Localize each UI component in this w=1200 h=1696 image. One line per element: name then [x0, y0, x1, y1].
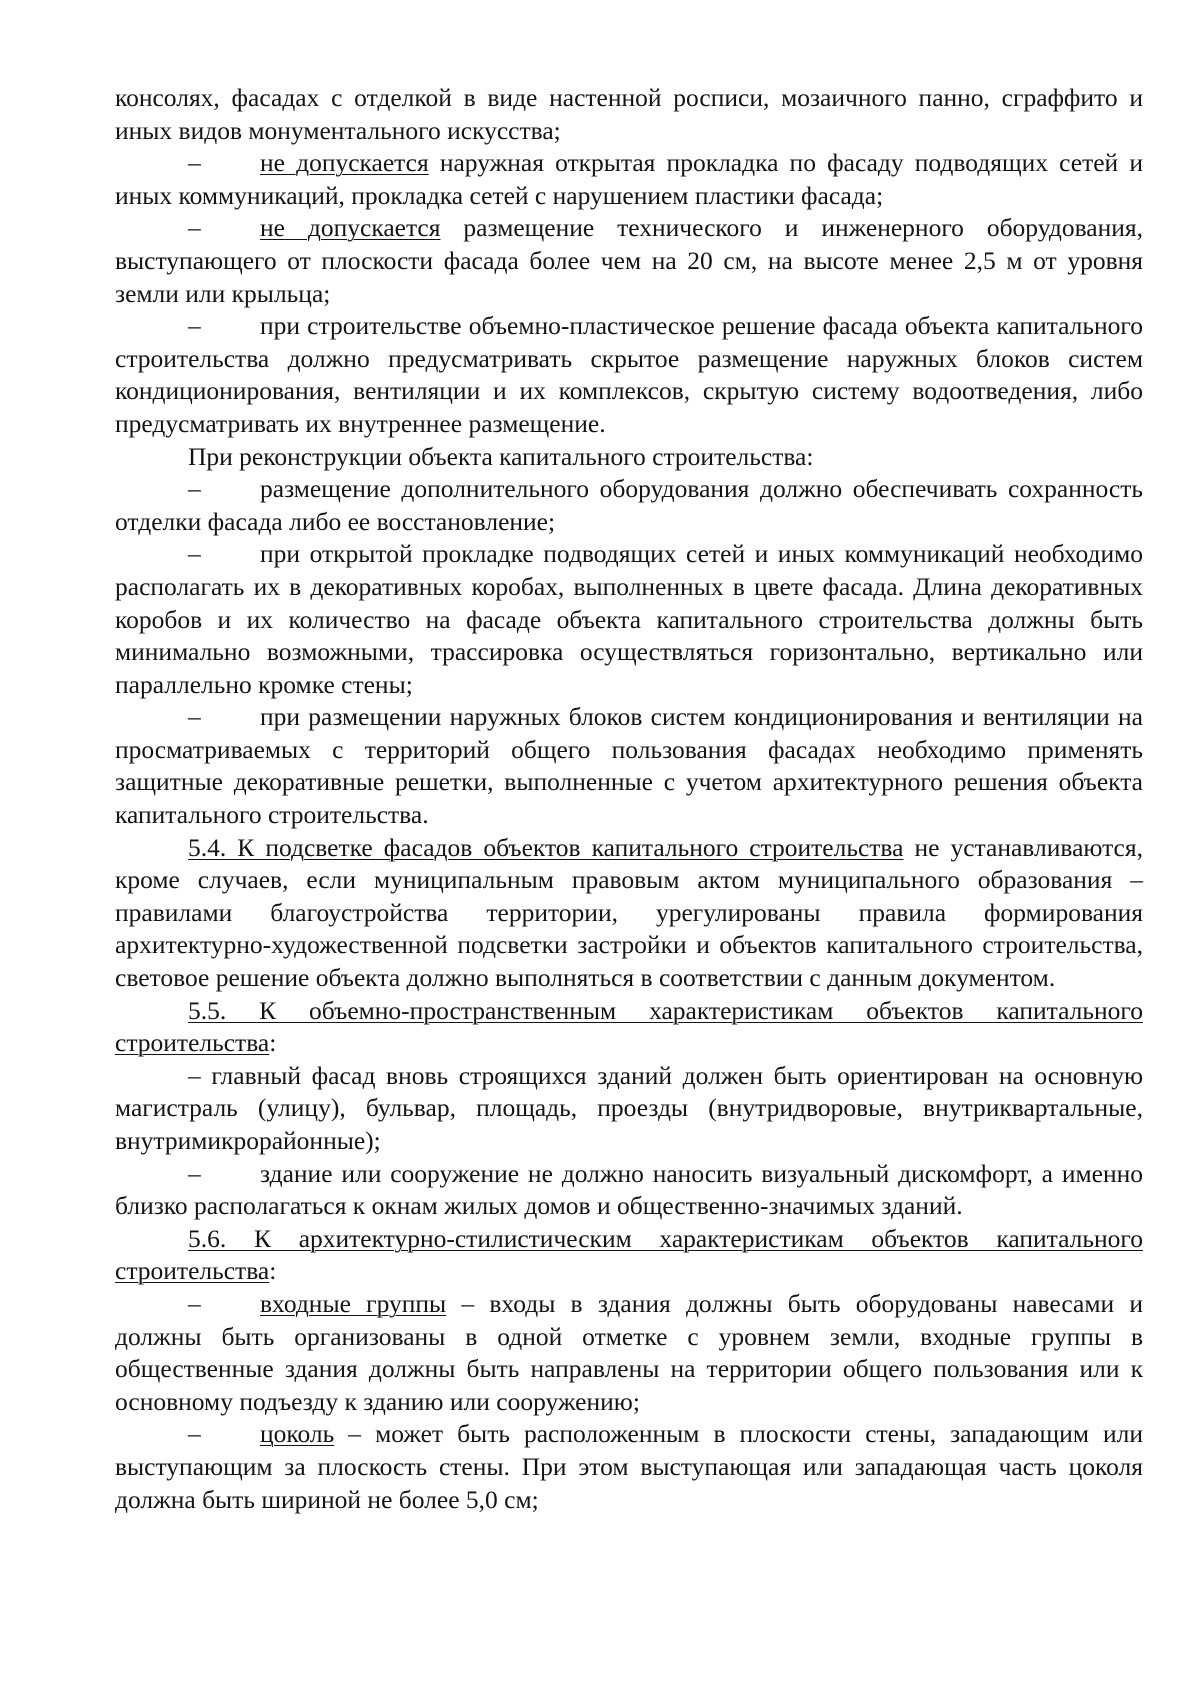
emphasis-not-allowed: не допускается — [260, 148, 429, 178]
list-item-text: размещение дополнительного оборудования должно обеспечивать сохранность отделки фасада либо ее восстановление; — [115, 474, 1143, 536]
list-item-open-wiring — [115, 147, 1143, 212]
list-item-main-facade: – главный фасад вновь строящихся зданий должен быть ориентирован на основную магистраль (улицу), бульвар, площадь, проезды (внутридворовые, внутриквартальные, внутримикрорайонные); — [115, 1060, 1143, 1155]
list-item-protective-grilles — [115, 701, 1143, 831]
dash-bullet: – — [188, 213, 201, 243]
list-item-text: размещение технического и инженерного оборудования, выступающего от плоскости фасада более чем на 20 см, на высоте менее 2,5 м от уровня земли или крыльца; — [115, 213, 1144, 308]
section-heading: 5.5. К объемно-пространственным характеристикам объектов капитального строительства — [115, 995, 1143, 1058]
dash-bullet: – — [188, 702, 201, 732]
list-item-equipment — [115, 212, 1143, 310]
section-5-5 — [115, 995, 1143, 1060]
list-item-text: здание или сооружение не должно наносить визуальный дискомфорт, а именно близко располагаться к окнам жилых домов и общественно-значимых зданий. — [115, 1158, 1143, 1221]
list-item-text: – входы в здания должны быть оборудованы навесами и должны быть организованы в одной отметке с уровнем земли, входные группы в общественные здания должны быть направлены на территории общего пользования или к основному подъезду к зданию или сооружению; — [115, 1288, 1143, 1416]
list-item-text: – может быть расположенным в плоскости стены, западающим или выступающим за плоскость стены. При этом выступающая или западающая часть цоколя должна быть шириной не более 5,0 см; — [115, 1419, 1143, 1514]
list-item-construction — [115, 310, 1143, 440]
emphasis-not-allowed: не допускается — [260, 213, 441, 243]
dash-bullet: – — [188, 1158, 201, 1188]
section-5-6 — [115, 1223, 1143, 1288]
section-heading: 5.6. К архитектурно-стилистическим характеристикам объектов капитального строительства — [115, 1223, 1143, 1286]
section-text: не устанавливаются, кроме случаев, если муниципальным правовым актом муниципального образования – правилами благоустройства территории, урегулированы правила формирования архитектурно-художественной подсветки застройки и объектов капитального строительства, световое решение объекта должно выполняться в соответствии с данным документом. — [115, 832, 1143, 993]
list-item-additional-equipment — [115, 473, 1143, 538]
dash-bullet: – — [188, 311, 201, 341]
section-5-4 — [115, 832, 1143, 995]
paragraph-reconstruction: При реконструкции объекта капитального строительства: — [188, 441, 814, 471]
paragraph-facade-decoration: консолях, фасадах с отделкой в виде настенной росписи, мозаичного панно, сграффито и иных видов монументального искусства; — [115, 83, 1143, 145]
list-item-decorative-boxes — [115, 538, 1143, 701]
dash-bullet: – — [188, 1419, 201, 1449]
term-entrance-groups: входные группы — [260, 1288, 447, 1318]
dash-bullet: – — [188, 148, 201, 178]
list-item-plinth — [115, 1418, 1143, 1516]
dash-bullet: – — [188, 474, 201, 504]
list-item-visual-discomfort — [115, 1158, 1143, 1223]
section-heading: 5.4. К подсветке фасадов объектов капитального строительства — [188, 832, 904, 862]
list-item-text: при размещении наружных блоков систем кондиционирования и вентиляции на просматриваемых с территорий общего пользования фасадах необходимо применять защитные декоративные решетки, выполненные с учетом архитектурного решения объекта капитального строительства. — [115, 702, 1143, 830]
dash-bullet: – — [188, 1288, 201, 1318]
section-text: : — [269, 1028, 277, 1058]
list-item-entrance-groups — [115, 1288, 1143, 1418]
dash-bullet: – — [188, 539, 201, 569]
section-text: : — [269, 1256, 277, 1286]
list-item-text: при открытой прокладке подводящих сетей и иных коммуникаций необходимо располагать их в декоративных коробах, выполненных в цвете фасада. Длина декоративных коробов и их количество на фасаде объекта капитального строительства должны быть минимально возможными, трассировка осуществляться горизонтально, вертикально или параллельно кромке стены; — [115, 539, 1143, 699]
list-item-text: при строительстве объемно-пластическое решение фасада объекта капитального строительства должно предусматривать скрытое размещение наружных блоков систем кондиционирования, вентиляции и их комплексов, скрытую систему водоотведения, либо предусматривать их внутреннее размещение. — [115, 311, 1143, 438]
list-item-text: наружная открытая прокладка по фасаду подводящих сетей и иных коммуникаций, прокладка сетей с нарушением пластики фасада; — [115, 148, 1143, 210]
term-plinth: цоколь — [260, 1419, 335, 1449]
